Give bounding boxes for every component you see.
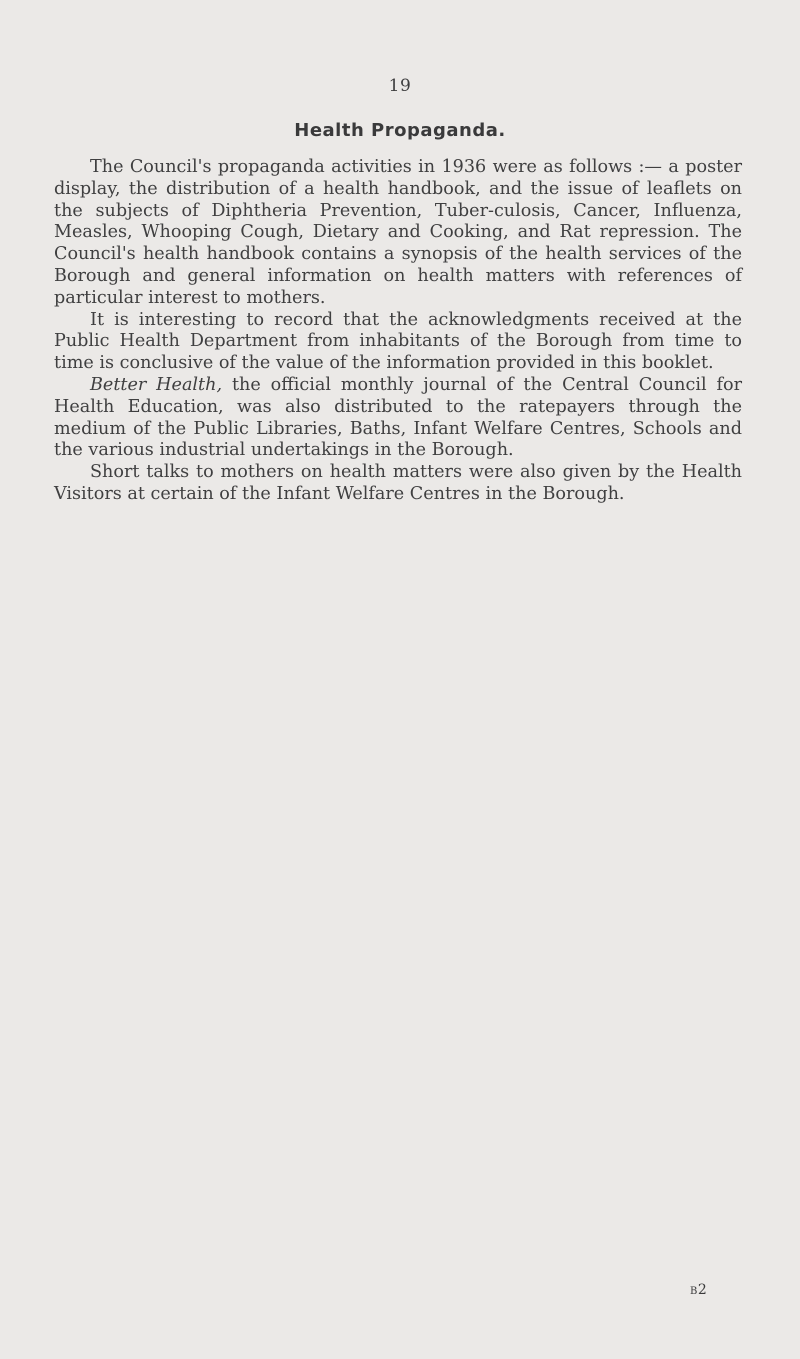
section-heading: Health Propaganda. xyxy=(294,120,506,141)
paragraph-better-health-text: the official monthly journal of the Central Council for Health Education, was also distributed to the ratepayers through the medium of the Public Libraries, Baths, Infant Welfare Centres, Schools and the various industrial undertakings in the Borough. xyxy=(54,374,742,461)
signature-mark: b2 xyxy=(690,1282,708,1298)
paragraph-better-health xyxy=(54,375,742,462)
paragraph-acknowledgments: It is interesting to record that the acknowledgments received at the Public Health Department from inhabitants of the Borough from time to time is conclusive of the value of the information provided in this booklet. xyxy=(54,309,742,374)
paragraph-short-talks: Short talks to mothers on health matters were also given by the Health Visitors at certain of the Infant Welfare Centres in the Borough. xyxy=(54,462,742,504)
paragraph-propaganda-activities: The Council's propaganda activities in 1936 were as follows :— a poster display, the distribution of a health handbook, and the issue of leaflets on the subjects of Diphtheria Prevention, Tuber-culosis, Cancer, Influenza, Measles, Whooping Cough, Dietary and Cooking, and Rat repression. The Council's health handbook contains a synopsis of the health services of the Borough and general information on health matters with references of particular interest to mothers. xyxy=(54,157,742,308)
body-text xyxy=(54,157,742,506)
page-number: 19 xyxy=(388,76,412,96)
journal-title: Better Health, xyxy=(90,374,223,395)
